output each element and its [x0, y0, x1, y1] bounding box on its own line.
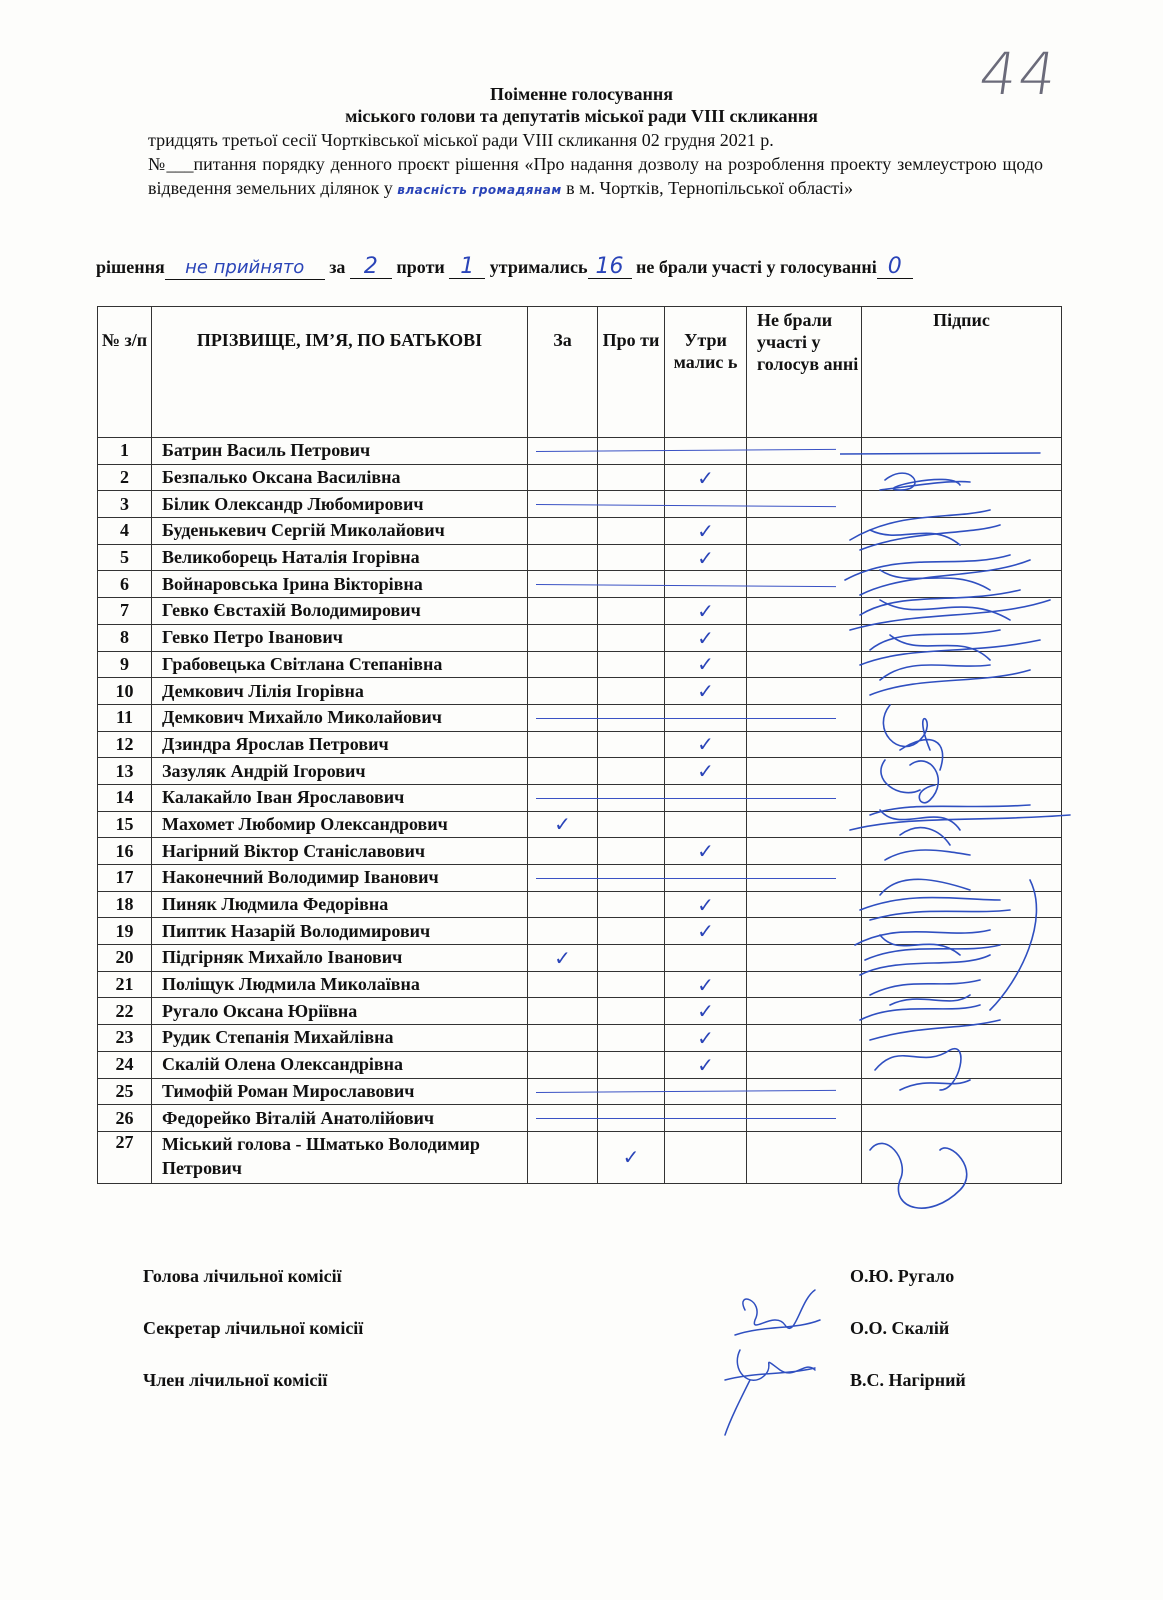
- vote-cell-ne-braly: [747, 891, 862, 918]
- vote-cell-za: [528, 784, 598, 811]
- signature-cell: [862, 918, 1062, 945]
- vote-cell-ne-braly: [747, 1131, 862, 1183]
- vote-cell-ne-braly: [747, 838, 862, 865]
- deputy-name: Махомет Любомир Олександрович: [152, 811, 528, 838]
- table-row: [98, 1105, 1062, 1132]
- row-number: 7: [98, 598, 152, 625]
- vote-cell-za: [528, 838, 598, 865]
- signature-cell: [862, 1105, 1062, 1132]
- table-row: [98, 1025, 1062, 1052]
- row-number: 16: [98, 838, 152, 865]
- vote-cell-za: [528, 971, 598, 998]
- document-subtitle: міського голови та депутатів міської ради VIII скликання: [345, 106, 818, 126]
- deputy-name: Білик Олександр Любомирович: [152, 491, 528, 518]
- signature-cell: [862, 651, 1062, 678]
- signature-cell: [862, 731, 1062, 758]
- vote-cell-proty: [598, 1025, 665, 1052]
- row-number: 24: [98, 1051, 152, 1078]
- deputy-name: Батрин Василь Петрович: [152, 438, 528, 465]
- row-number: 20: [98, 945, 152, 972]
- vote-cell-proty: [598, 464, 665, 491]
- table-row: [98, 971, 1062, 998]
- page-number: 44: [975, 40, 1063, 108]
- vote-cell-ne-braly: [747, 464, 862, 491]
- za-label: за: [329, 257, 346, 277]
- table-row: [98, 651, 1062, 678]
- vote-cell-za: [528, 891, 598, 918]
- signature-cell: [862, 758, 1062, 785]
- row-number: 8: [98, 624, 152, 651]
- vote-cell-proty: [598, 518, 665, 545]
- vote-cell-za: [528, 491, 598, 518]
- row-number: 22: [98, 998, 152, 1025]
- vote-cell-za: [528, 438, 598, 465]
- signature-cell: [862, 1131, 1062, 1183]
- vote-cell-ne-braly: [747, 1051, 862, 1078]
- header-proty: Про ти: [598, 307, 665, 438]
- table-row: [98, 918, 1062, 945]
- vote-cell-za: [528, 1051, 598, 1078]
- table-row: [98, 544, 1062, 571]
- chair-name: О.Ю. Ругало: [850, 1266, 955, 1286]
- vote-cell-za: [528, 998, 598, 1025]
- vote-cell-za: [528, 918, 598, 945]
- strike-line: [536, 878, 836, 879]
- proty-value: 1: [449, 256, 485, 279]
- deputy-name: Наконечний Володимир Іванович: [152, 865, 528, 892]
- deputy-name: Калакайло Іван Ярославович: [152, 784, 528, 811]
- vote-cell-ne-braly: [747, 998, 862, 1025]
- vote-cell-za: [528, 1105, 598, 1132]
- vote-cell-proty: [598, 811, 665, 838]
- header-name: ПРІЗВИЩЕ, ІМ’Я, ПО БАТЬКОВІ: [152, 307, 528, 438]
- signature-cell: [862, 704, 1062, 731]
- row-number: 4: [98, 518, 152, 545]
- vote-cell-proty: [598, 891, 665, 918]
- commission-signatures: [705, 1280, 835, 1440]
- vote-cell-ne-braly: [747, 491, 862, 518]
- signature-cell: [862, 518, 1062, 545]
- vote-cell-proty: [598, 624, 665, 651]
- deputy-name: Безпалько Оксана Василівна: [152, 464, 528, 491]
- vote-cell-ne-braly: [747, 438, 862, 465]
- signature-cell: [862, 571, 1062, 598]
- utrymalys-label: утримались: [489, 257, 588, 277]
- ne-braly-label: не брали участі у голосуванні: [636, 257, 877, 277]
- member-label: Член лічильної комісії: [143, 1370, 328, 1390]
- member-name: В.С. Нагірний: [850, 1370, 966, 1390]
- signature-cell: [862, 865, 1062, 892]
- vote-cell-utrymalys: [665, 811, 747, 838]
- vote-cell-za: [528, 624, 598, 651]
- vote-cell-utrymalys: ✓: [665, 918, 747, 945]
- signature-cell: [862, 891, 1062, 918]
- vote-cell-ne-braly: [747, 651, 862, 678]
- vote-cell-za: [528, 571, 598, 598]
- vote-cell-ne-braly: [747, 598, 862, 625]
- vote-cell-utrymalys: ✓: [665, 464, 747, 491]
- deputy-name: Поліщук Людмила Миколаївна: [152, 971, 528, 998]
- header-ne-braly: Не брали участі у голосув анні: [747, 307, 862, 438]
- table-row: [98, 491, 1062, 518]
- vote-cell-za: ✓: [528, 811, 598, 838]
- document-title: Поіменне голосування: [489, 84, 674, 104]
- vote-cell-utrymalys: ✓: [665, 998, 747, 1025]
- row-number: 9: [98, 651, 152, 678]
- table-row: [98, 1131, 1062, 1183]
- vote-cell-za: [528, 598, 598, 625]
- decision-line: [96, 256, 913, 280]
- row-number: 19: [98, 918, 152, 945]
- table-row: [98, 945, 1062, 972]
- vote-cell-za: [528, 464, 598, 491]
- table-row: [98, 784, 1062, 811]
- signature-cell: [862, 678, 1062, 705]
- vote-cell-utrymalys: ✓: [665, 678, 747, 705]
- proty-label: проти: [396, 257, 445, 277]
- deputy-name: Міський голова - Шматько Володимир Петрович: [152, 1131, 528, 1183]
- vote-cell-utrymalys: ✓: [665, 1025, 747, 1052]
- vote-cell-za: [528, 1025, 598, 1052]
- signature-cell: [862, 971, 1062, 998]
- vote-cell-proty: [598, 758, 665, 785]
- row-number: 3: [98, 491, 152, 518]
- header-za: За: [528, 307, 598, 438]
- row-number: 26: [98, 1105, 152, 1132]
- vote-cell-utrymalys: ✓: [665, 731, 747, 758]
- ne-braly-value: 0: [877, 256, 913, 279]
- table-row: [98, 865, 1062, 892]
- vote-cell-utrymalys: [665, 945, 747, 972]
- row-number: 25: [98, 1078, 152, 1105]
- vote-cell-proty: [598, 544, 665, 571]
- vote-cell-utrymalys: ✓: [665, 518, 747, 545]
- row-number: 13: [98, 758, 152, 785]
- deputy-name: Скалій Олена Олександрівна: [152, 1051, 528, 1078]
- utrymalys-value: 16: [588, 256, 632, 279]
- session-line: тридцять третьої сесії Чортківської міської ради VIII скликання 02 грудня 2021 р.: [148, 130, 774, 150]
- handwritten-insert: власність громадянам: [397, 183, 562, 197]
- vote-cell-za: [528, 758, 598, 785]
- za-value: 2: [350, 256, 392, 279]
- vote-cell-ne-braly: [747, 624, 862, 651]
- vote-cell-utrymalys: ✓: [665, 838, 747, 865]
- vote-cell-ne-braly: [747, 918, 862, 945]
- table-body: [98, 438, 1062, 1184]
- table-row: [98, 811, 1062, 838]
- chair-label: Голова лічильної комісії: [143, 1266, 342, 1286]
- vote-cell-proty: [598, 971, 665, 998]
- signature-cell: [862, 491, 1062, 518]
- table-row: [98, 891, 1062, 918]
- vote-cell-za: ✓: [528, 945, 598, 972]
- header-num: № з/п: [98, 307, 152, 438]
- deputy-name: Войнаровська Ірина Вікторівна: [152, 571, 528, 598]
- secretary-name: О.О. Скалій: [850, 1318, 950, 1338]
- vote-cell-ne-braly: [747, 811, 862, 838]
- signature-cell: [862, 1051, 1062, 1078]
- vote-cell-proty: ✓: [598, 1131, 665, 1183]
- deputy-name: Пиптик Назарій Володимирович: [152, 918, 528, 945]
- question-text-start: №___питання порядку денного проєкт рішення «Про надання дозволу на розроблення проекту землеустрою щодо відведення земельних ділянок у: [148, 154, 1043, 198]
- table-row: [98, 838, 1062, 865]
- row-number: 10: [98, 678, 152, 705]
- vote-cell-ne-braly: [747, 731, 862, 758]
- agenda-question: [148, 152, 1043, 202]
- row-number: 15: [98, 811, 152, 838]
- strike-line: [536, 798, 836, 799]
- table-row: [98, 438, 1062, 465]
- table-row: [98, 704, 1062, 731]
- signature-cell: [862, 544, 1062, 571]
- deputy-name: Ругало Оксана Юріївна: [152, 998, 528, 1025]
- table-row: [98, 678, 1062, 705]
- vote-cell-proty: [598, 598, 665, 625]
- deputy-name: Федорейко Віталій Анатолійович: [152, 1105, 528, 1132]
- row-number: 11: [98, 704, 152, 731]
- vote-cell-proty: [598, 918, 665, 945]
- vote-cell-ne-braly: [747, 544, 862, 571]
- table-row: [98, 998, 1062, 1025]
- table-row: [98, 731, 1062, 758]
- row-number: 27: [98, 1131, 152, 1183]
- deputy-name: Великоборець Наталія Ігорівна: [152, 544, 528, 571]
- vote-cell-utrymalys: [665, 1131, 747, 1183]
- row-number: 1: [98, 438, 152, 465]
- table-row: [98, 758, 1062, 785]
- vote-cell-za: [528, 678, 598, 705]
- signature-cell: [862, 624, 1062, 651]
- row-number: 2: [98, 464, 152, 491]
- row-number: 5: [98, 544, 152, 571]
- vote-cell-za: [528, 651, 598, 678]
- deputy-name: Пиняк Людмила Федорівна: [152, 891, 528, 918]
- row-number: 18: [98, 891, 152, 918]
- vote-cell-utrymalys: ✓: [665, 598, 747, 625]
- table-row: [98, 518, 1062, 545]
- signature-cell: [862, 1025, 1062, 1052]
- vote-cell-proty: [598, 731, 665, 758]
- strike-line: [536, 718, 836, 719]
- vote-cell-proty: [598, 1051, 665, 1078]
- row-number: 23: [98, 1025, 152, 1052]
- secretary-label: Секретар лічильної комісії: [143, 1318, 364, 1338]
- vote-cell-ne-braly: [747, 945, 862, 972]
- deputy-name: Гевко Євстахій Володимирович: [152, 598, 528, 625]
- vote-cell-za: [528, 704, 598, 731]
- signature-cell: [862, 998, 1062, 1025]
- vote-cell-za: [528, 865, 598, 892]
- table-row: [98, 624, 1062, 651]
- row-number: 12: [98, 731, 152, 758]
- vote-cell-za: [528, 1078, 598, 1105]
- signature-cell: [862, 811, 1062, 838]
- row-number: 21: [98, 971, 152, 998]
- vote-cell-proty: [598, 838, 665, 865]
- vote-cell-utrymalys: ✓: [665, 651, 747, 678]
- vote-cell-proty: [598, 998, 665, 1025]
- deputy-name: Буденькевич Сергій Миколайович: [152, 518, 528, 545]
- deputy-name: Демкович Лілія Ігорівна: [152, 678, 528, 705]
- signature-cell: [862, 464, 1062, 491]
- deputy-name: Гевко Петро Іванович: [152, 624, 528, 651]
- signature-cell: [862, 838, 1062, 865]
- row-number: 6: [98, 571, 152, 598]
- question-text-end: в м. Чортків, Тернопільської області»: [561, 178, 853, 198]
- row-number: 17: [98, 865, 152, 892]
- header-utrymalys: Утри малис ь: [665, 307, 747, 438]
- header-signature: Підпис: [862, 307, 1062, 438]
- vote-cell-proty: [598, 945, 665, 972]
- vote-cell-ne-braly: [747, 518, 862, 545]
- row-number: 14: [98, 784, 152, 811]
- deputy-name: Підгірняк Михайло Іванович: [152, 945, 528, 972]
- deputy-name: Демкович Михайло Миколайович: [152, 704, 528, 731]
- roll-call-table: [97, 306, 1062, 1184]
- vote-cell-utrymalys: ✓: [665, 544, 747, 571]
- deputy-name: Грабовецька Світлана Степанівна: [152, 651, 528, 678]
- deputy-name: Тимофій Роман Мирославович: [152, 1078, 528, 1105]
- table-row: [98, 464, 1062, 491]
- vote-cell-ne-braly: [747, 758, 862, 785]
- vote-cell-za: [528, 518, 598, 545]
- table-row: [98, 598, 1062, 625]
- signature-cell: [862, 438, 1062, 465]
- vote-cell-ne-braly: [747, 1025, 862, 1052]
- deputy-name: Рудик Степанія Михайлівна: [152, 1025, 528, 1052]
- vote-cell-proty: [598, 651, 665, 678]
- deputy-name: Нагірний Віктор Станіславович: [152, 838, 528, 865]
- vote-cell-utrymalys: ✓: [665, 971, 747, 998]
- signature-cell: [862, 784, 1062, 811]
- vote-cell-utrymalys: ✓: [665, 758, 747, 785]
- decision-label: рішення: [96, 257, 165, 277]
- vote-cell-za: [528, 731, 598, 758]
- vote-cell-ne-braly: [747, 971, 862, 998]
- vote-cell-za: [528, 1131, 598, 1183]
- table-row: [98, 1078, 1062, 1105]
- table-row: [98, 571, 1062, 598]
- vote-cell-utrymalys: ✓: [665, 891, 747, 918]
- vote-cell-utrymalys: ✓: [665, 624, 747, 651]
- vote-cell-utrymalys: ✓: [665, 1051, 747, 1078]
- vote-cell-ne-braly: [747, 678, 862, 705]
- deputy-name: Зазуляк Андрій Ігорович: [152, 758, 528, 785]
- vote-cell-ne-braly: [747, 571, 862, 598]
- deputy-name: Дзиндра Ярослав Петрович: [152, 731, 528, 758]
- signature-cell: [862, 598, 1062, 625]
- vote-cell-proty: [598, 678, 665, 705]
- signature-cell: [862, 1078, 1062, 1105]
- table-row: [98, 1051, 1062, 1078]
- strike-line: [536, 1118, 836, 1119]
- vote-cell-za: [528, 544, 598, 571]
- decision-value: не прийнято: [165, 257, 325, 280]
- signature-cell: [862, 945, 1062, 972]
